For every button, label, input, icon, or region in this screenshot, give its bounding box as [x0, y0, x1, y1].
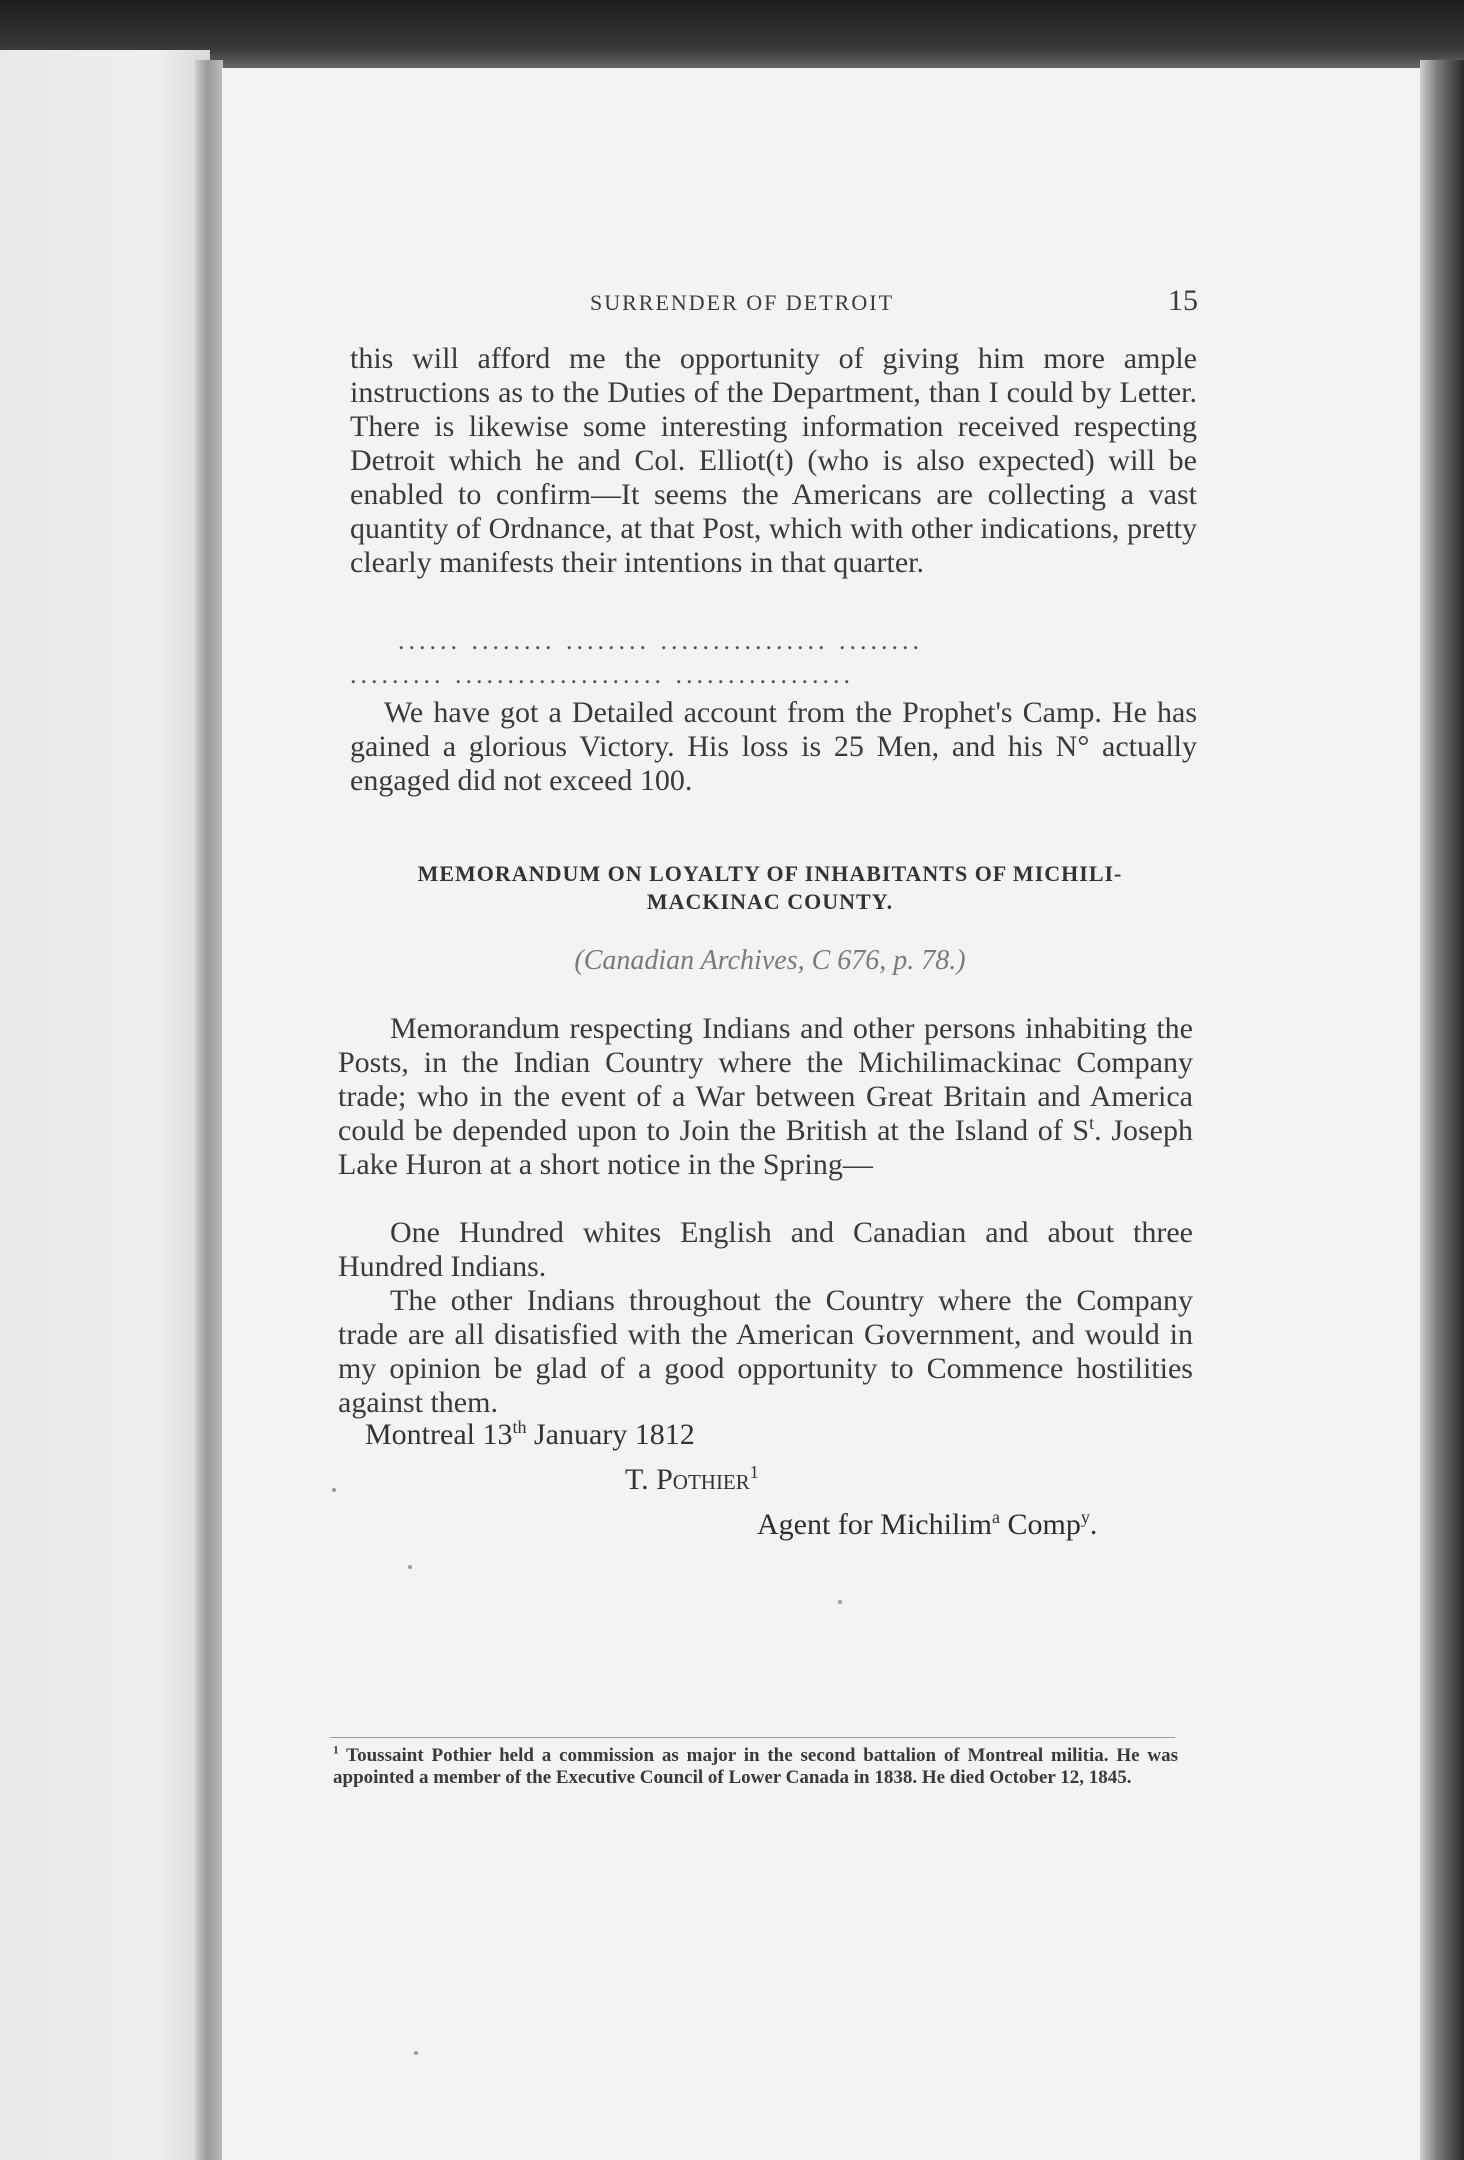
- facing-page-left: [0, 50, 210, 2160]
- memorandum-title-line-1: MEMORANDUM ON LOYALTY OF INHABITANTS OF MICHILI-: [417, 861, 1123, 886]
- agent-prefix: Agent for Michilim: [757, 1508, 992, 1541]
- dateline: [365, 1418, 695, 1452]
- footnote-text: Toussaint Pothier held a commission as major in the second battalion of Montreal militia. He was appointed a member of the Executive Council of Lower Canada in 1838. He died October 12, 1845.: [333, 1745, 1178, 1788]
- agent-sup-2: y: [1080, 1507, 1090, 1527]
- agent-line: [757, 1508, 1097, 1542]
- archive-citation: (Canadian Archives, C 676, p. 78.): [574, 945, 966, 976]
- date-suffix: January 1812: [526, 1418, 695, 1451]
- agent-middle: Comp: [999, 1508, 1081, 1541]
- ellipsis-line-1: ...... ........ ........ ................ ........: [398, 626, 923, 655]
- memorandum-paragraph-1-sup: t: [1089, 1113, 1095, 1133]
- memorandum-paragraph-3: The other Indians throughout the Country where the Company trade are all disatisfied with the American Government, and would in my opinion be glad of a good opportunity to Commence hostilities against them.: [338, 1284, 1193, 1419]
- date-sup: th: [512, 1417, 527, 1437]
- ellipsis-line-2: ......... .................... .................: [350, 660, 854, 689]
- memorandum-paragraph-1: [338, 1012, 1193, 1182]
- memorandum-paragraph-1-end: . Joseph Lake Huron at a short notice in the Spring—: [338, 1114, 1193, 1181]
- date-prefix: Montreal 13: [365, 1418, 513, 1451]
- memorandum-paragraph-2: One Hundred whites English and Canadian and about three Hundred Indians.: [338, 1216, 1193, 1283]
- signer-name: T. Pothier: [625, 1463, 750, 1496]
- letter-paragraph-1: this will afford me the opportunity of giving him more ample instructions as to the Duties of the Department, than I could by Letter. There is likewise some interesting information received respecting Detroit which he and Col. Elliot(t) (who is also expected) will be enabled to confirm—It seems the Americans are collecting a vast quantity of Ordnance, at that Post, which with other indications, pretty clearly manifests their intentions in that quarter.: [350, 342, 1197, 579]
- scan-speck: [838, 1600, 842, 1604]
- agent-sup-1: a: [991, 1507, 1000, 1527]
- book-gutter: [195, 60, 223, 2160]
- running-header: SURRENDER OF DETROIT: [590, 290, 895, 315]
- memorandum-title: [345, 860, 1195, 916]
- page-edge-shadow: [1420, 60, 1464, 2160]
- footnote: [333, 1745, 1178, 1789]
- scan-speck: [332, 1488, 336, 1492]
- memorandum-paragraph-1-text: Memorandum respecting Indians and other persons inhabiting the Posts, in the Indian Country where the Michilimackinac Company trade; who in the event of a War between Great Britain and America could be depended upon to Join the British at the Island of S: [338, 1012, 1193, 1147]
- memorandum-title-line-2: MACKINAC COUNTY.: [646, 889, 894, 914]
- footnote-marker: 1: [333, 1744, 339, 1757]
- signer-footnote-ref: 1: [749, 1462, 759, 1482]
- footnote-rule: [330, 1737, 1175, 1738]
- page-number: 15: [1168, 284, 1198, 317]
- letter-paragraph-2: We have got a Detailed account from the Prophet's Camp. He has gained a glorious Victory. His loss is 25 Men, and his N° actually engaged did not exceed 100.: [350, 696, 1197, 797]
- signature: [625, 1463, 759, 1497]
- scan-speck: [408, 1565, 412, 1569]
- scan-speck: [414, 2051, 418, 2055]
- agent-end: .: [1089, 1508, 1098, 1541]
